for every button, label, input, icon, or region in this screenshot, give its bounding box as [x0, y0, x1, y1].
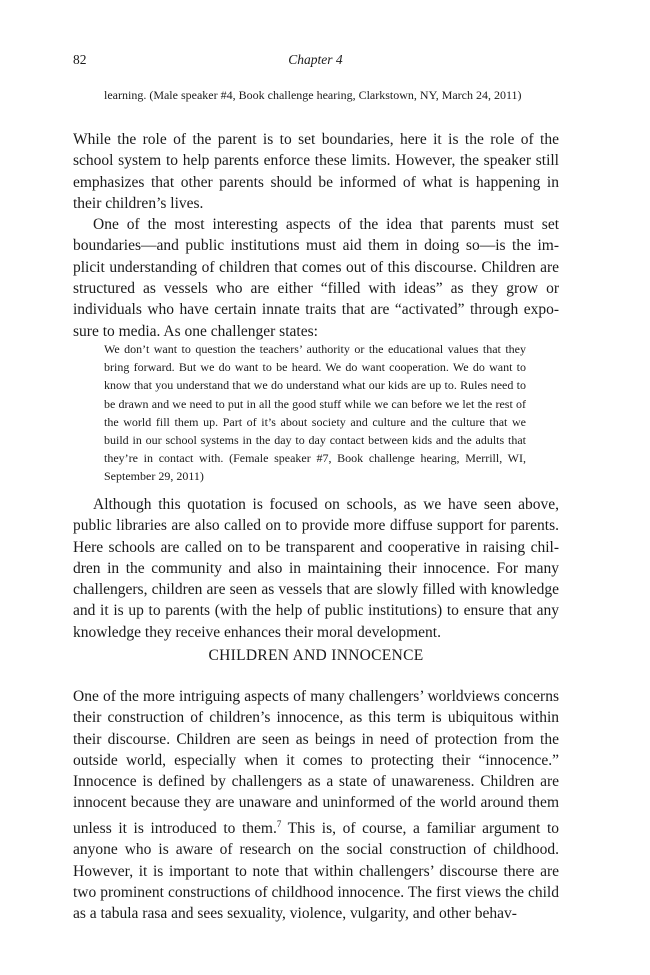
body-text-upper — [73, 129, 559, 342]
paragraph-4 — [73, 686, 559, 924]
body-text-lower — [73, 686, 559, 924]
block-quote-middle — [104, 340, 526, 486]
paragraph-2: One of the most interesting aspects of the idea that parents must set boundaries—and public institutions must aid them in doing so—is the implicit understanding of children that comes out of this discourse. Children are structured as vessels who are either “filled with ideas” as they grow or individuals who have certain innate traits that are “activated” through exposure to media. As one challenger states: — [73, 216, 559, 340]
footnote-reference[interactable]: 7 — [276, 818, 282, 829]
block-quote-top-text: learning. (Male speaker #4, Book challenge hearing, Clarkstown, NY, March 24, 2011) — [104, 88, 522, 102]
paragraph-3: Although this quotation is focused on schools, as we have seen above, public libraries are also called on to provide more diffuse support for parents. Here schools are called on to be transparent and cooperative in raising children in the community and also in maintaining their innocence. For many challengers, children are seen as vessels that are slowly filled with knowledge and it is up to parents (with the help of public institutions) to ensure that any knowledge they receive enhances their moral development. — [73, 496, 559, 641]
block-quote-top — [104, 86, 526, 104]
paragraph-4-part-2: This is, of course, a familiar argument to anyone who is aware of research on the social construction of childhood. However, it is important to note that within challengers’ discourse there are two prominent constructions of childhood innocence. The first views the child as a tabula rasa and sees sexuality, violence, vulgarity, and other behav- — [73, 819, 559, 923]
paragraph-4-part-1: One of the more intriguing aspects of many challengers’ worldviews concerns their construction of children’s innocence, as this term is ubiquitous within their discourse. Children are seen as beings in need of protection from the outside world, especially when it comes to protecting their “innocence.” Innocence is defined by challengers as a state of unawareness. Children are innocent because they are unaware and uninformed of the world around them unless it is introduced to them. — [73, 688, 559, 837]
paragraph-1: While the role of the parent is to set boundaries, here it is the role of the school system to help parents enforce these limits. However, the speaker still emphasizes that other parents should be informed of what is happening in their children’s lives. — [73, 131, 559, 212]
section-heading: CHILDREN AND INNOCENCE — [208, 647, 424, 664]
block-quote-middle-text: We don’t want to question the teachers’ authority or the educational values that they bring forward. But we do want to be heard. We do want cooperation. We do want to know that you understand that we do understand what our kids are up to. Rules need to be drawn and we need to put in all the good stuff while we can before we let the rest of the world fill them up. Part of it’s about society and culture and the culture that we build in our school systems in the day to day contact between kids and the adults that they’re in contact with. (Female speaker #7, Book challenge hearing, Merrill, WI, September 29, 2011) — [104, 342, 526, 484]
running-head — [73, 52, 558, 72]
page-number: 82 — [73, 52, 87, 67]
chapter-title: Chapter 4 — [288, 52, 343, 67]
body-text-middle — [73, 494, 559, 643]
